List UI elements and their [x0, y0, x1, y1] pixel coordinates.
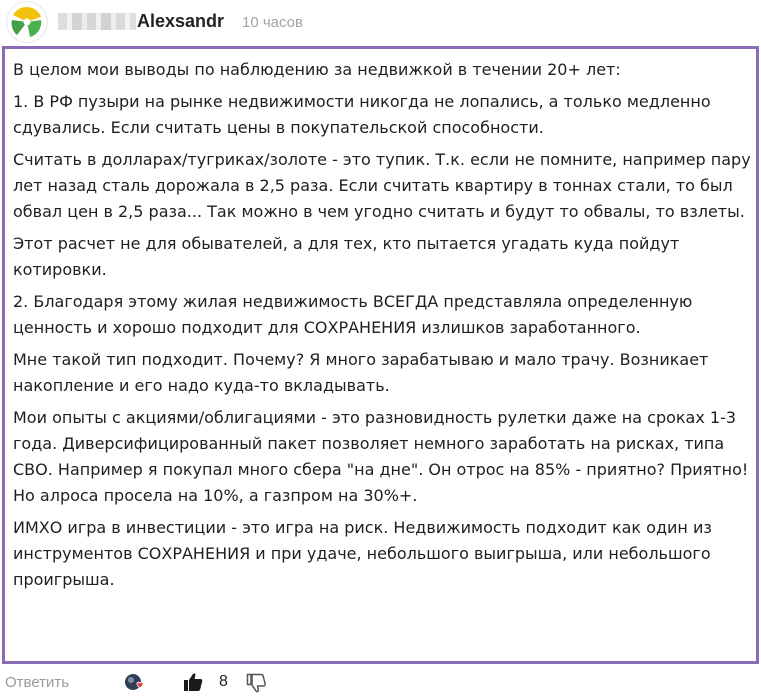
reactor-avatar-heart-icon[interactable]: [124, 672, 146, 692]
comment-timestamp: 10 часов: [242, 14, 303, 31]
reply-button[interactable]: Ответить: [5, 674, 70, 691]
comment-body: [13, 57, 753, 599]
brand-logo-icon: [7, 2, 47, 42]
comment-actions: [0, 668, 761, 697]
thumb-down-icon: [245, 672, 267, 694]
comment-paragraph: ИМХО игра в инвестиции - это игра на риск. Недвижимость подходит как один из инструментов СОХРАНЕНИЯ и при удаче, небольшого выигрыша, или небольшого проигрыша.: [13, 518, 712, 589]
comment-paragraph: Мне такой тип подходит. Почему? Я много зарабатываю и мало трачу. Возникает накопление и его надо куда-то вкладывать.: [13, 350, 709, 395]
avatar[interactable]: [7, 2, 47, 42]
comment-paragraph: Этот расчет не для обывателей, а для тех, кто пытается угадать куда пойдут котировки.: [13, 234, 680, 279]
comment-paragraph: В целом мои выводы по наблюдению за недвижкой в течении 20+ лет:: [13, 60, 621, 79]
blurred-name-prefix: [58, 13, 136, 30]
like-count: 8: [219, 673, 228, 690]
thumb-up-icon: [182, 671, 204, 693]
like-button[interactable]: [182, 671, 204, 693]
comment-author[interactable]: Alexsandr: [137, 11, 225, 31]
comment-paragraph: 1. В РФ пузыри на рынке недвижимости никогда не лопались, а только медленно сдувались. Если считать цены в покупательской способности.: [13, 92, 711, 137]
comment-highlight-frame: [2, 46, 759, 664]
comment-paragraph: 2. Благодаря этому жилая недвижимость ВСЕГДА представляла определенную ценность и хорошо подходит для СОХРАНЕНИЯ излишков заработанного.: [13, 292, 693, 337]
comment-paragraph: Мои опыты с акциями/облигациями - это разновидность рулетки даже на сроках 1-3 года. Диверсифицированный пакет позволяет немного заработать на рисках, типа СВО. Например я покупал много сбера "на дне". Он отрос на 85% - приятно? Приятно! Но алроса просела на 10%, а газпром на 30%+.: [13, 408, 749, 505]
comment-paragraph: Считать в долларах/тугриках/золоте - это тупик. Т.к. если не помните, например пару лет назад сталь дорожала в 2,5 раза. Если считать квартиру в тоннах стали, то был обвал цен в 2,5 раза... Так можно в чем угодно считать и будут то обвалы, то взлеты.: [13, 150, 751, 221]
comment-header: [0, 0, 761, 44]
dislike-button[interactable]: [245, 672, 267, 694]
